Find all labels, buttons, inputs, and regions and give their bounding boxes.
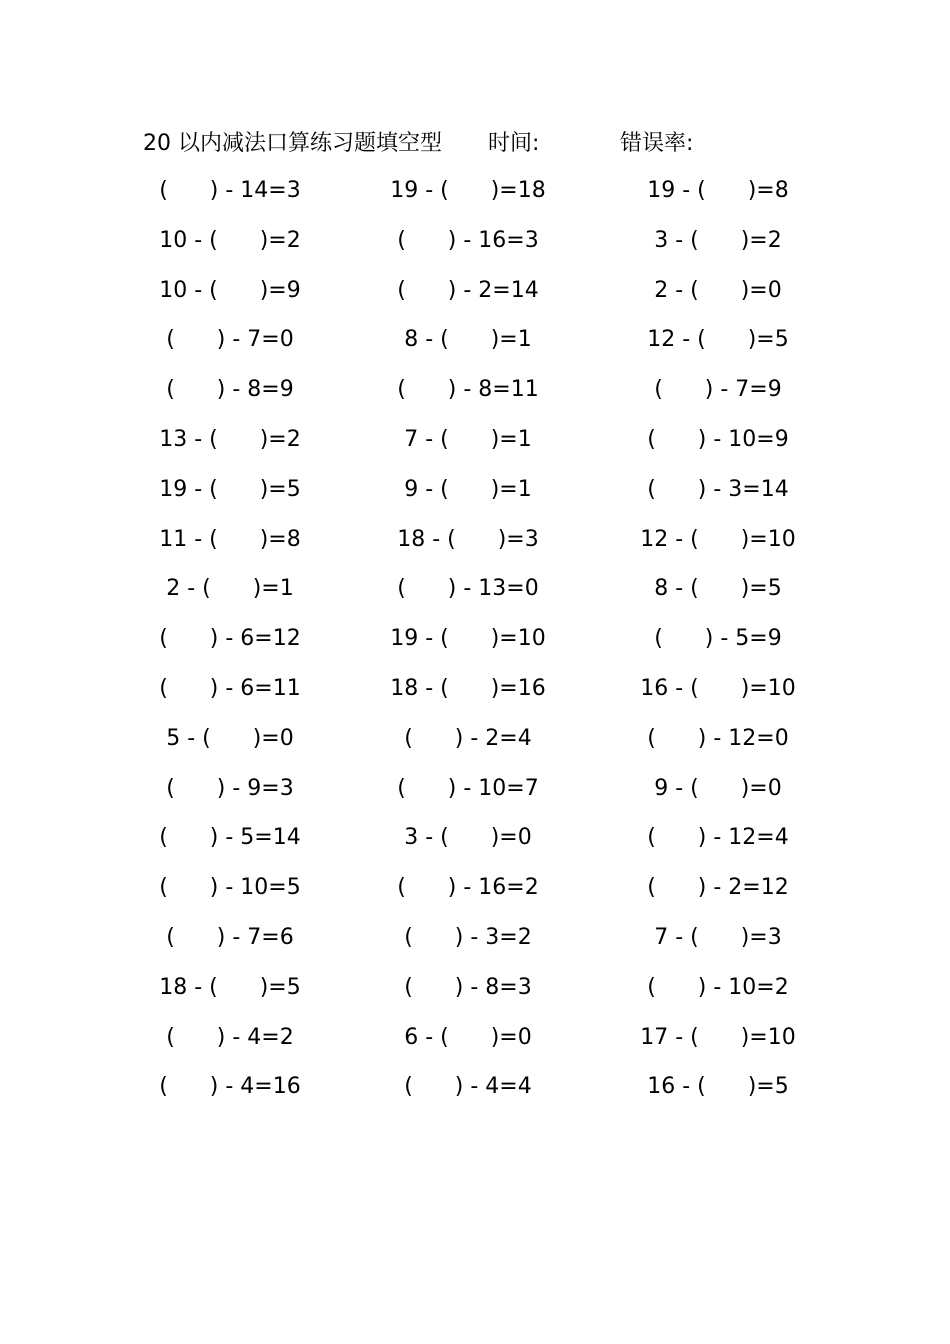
exercise-item: 5 - ( )=0 bbox=[166, 725, 294, 751]
exercise-row bbox=[0, 970, 950, 1020]
exercise-item: 12 - ( )=5 bbox=[647, 327, 789, 353]
exercise-item: ( ) - 10=2 bbox=[647, 974, 789, 1000]
exercise-item: 9 - ( )=0 bbox=[654, 775, 782, 801]
exercise-item: 2 - ( )=1 bbox=[166, 576, 294, 602]
exercise-item: 7 - ( )=3 bbox=[654, 924, 782, 950]
exercise-item: 16 - ( )=10 bbox=[640, 675, 796, 701]
exercise-item: 19 - ( )=10 bbox=[390, 626, 546, 652]
exercise-item: 11 - ( )=8 bbox=[159, 526, 301, 552]
exercise-item: ( ) - 4=2 bbox=[166, 1024, 294, 1050]
exercise-item: 17 - ( )=10 bbox=[640, 1024, 796, 1050]
exercise-item: ( ) - 13=0 bbox=[397, 576, 539, 602]
exercise-row bbox=[0, 372, 950, 422]
exercise-item: 6 - ( )=0 bbox=[404, 1024, 532, 1050]
exercise-item: 18 - ( )=16 bbox=[390, 675, 546, 701]
exercise-item: ( ) - 3=2 bbox=[404, 924, 532, 950]
exercise-item: ( ) - 5=14 bbox=[159, 825, 301, 851]
exercise-item: ( ) - 8=9 bbox=[166, 377, 294, 403]
exercise-row bbox=[0, 771, 950, 821]
exercise-item: ( ) - 2=14 bbox=[397, 277, 539, 303]
exercise-item: 12 - ( )=10 bbox=[640, 526, 796, 552]
exercise-row bbox=[0, 870, 950, 920]
exercise-row bbox=[0, 173, 950, 223]
exercise-row bbox=[0, 422, 950, 472]
exercise-row bbox=[0, 223, 950, 273]
exercise-item: ( ) - 4=4 bbox=[404, 1074, 532, 1100]
exercise-item: ( ) - 10=7 bbox=[397, 775, 539, 801]
exercise-item: 13 - ( )=2 bbox=[159, 426, 301, 452]
exercise-item: 8 - ( )=5 bbox=[654, 576, 782, 602]
exercise-row bbox=[0, 522, 950, 572]
exercise-item: ( ) - 12=4 bbox=[647, 825, 789, 851]
exercise-row bbox=[0, 1020, 950, 1070]
exercise-item: ( ) - 2=4 bbox=[404, 725, 532, 751]
exercise-item: 18 - ( )=3 bbox=[397, 526, 539, 552]
exercise-item: ( ) - 7=0 bbox=[166, 327, 294, 353]
exercise-row bbox=[0, 571, 950, 621]
exercise-item: ( ) - 4=16 bbox=[159, 1074, 301, 1100]
exercise-row bbox=[0, 322, 950, 372]
exercise-row bbox=[0, 621, 950, 671]
exercise-item: 19 - ( )=5 bbox=[159, 476, 301, 502]
exercise-item: ( ) - 16=2 bbox=[397, 875, 539, 901]
exercise-item: 2 - ( )=0 bbox=[654, 277, 782, 303]
exercise-item: ( ) - 7=6 bbox=[166, 924, 294, 950]
exercise-item: 3 - ( )=0 bbox=[404, 825, 532, 851]
exercise-item: 7 - ( )=1 bbox=[404, 426, 532, 452]
exercise-item: 10 - ( )=2 bbox=[159, 227, 301, 253]
exercise-item: ( ) - 2=12 bbox=[647, 875, 789, 901]
exercise-row bbox=[0, 920, 950, 970]
exercise-item: ( ) - 8=11 bbox=[397, 377, 539, 403]
exercise-item: ( ) - 5=9 bbox=[654, 626, 782, 652]
exercise-row bbox=[0, 820, 950, 870]
exercise-row bbox=[0, 721, 950, 771]
exercise-item: 19 - ( )=8 bbox=[647, 178, 789, 203]
exercise-item: 8 - ( )=1 bbox=[404, 327, 532, 353]
exercise-item: 19 - ( )=18 bbox=[390, 178, 546, 203]
exercise-row bbox=[0, 1069, 950, 1119]
exercise-item: ( ) - 6=12 bbox=[159, 626, 301, 652]
exercise-row bbox=[0, 273, 950, 323]
error-rate-label: 错误率: bbox=[620, 131, 694, 156]
exercise-item: 18 - ( )=5 bbox=[159, 974, 301, 1000]
exercise-item: ( ) - 10=5 bbox=[159, 875, 301, 901]
exercise-row bbox=[0, 472, 950, 522]
exercise-row bbox=[0, 671, 950, 721]
exercise-item: 9 - ( )=1 bbox=[404, 476, 532, 502]
worksheet-header bbox=[0, 126, 950, 160]
exercise-item: ( ) - 7=9 bbox=[654, 377, 782, 403]
worksheet-title: 20 以内减法口算练习题填空型 bbox=[143, 131, 442, 156]
time-label: 时间: bbox=[488, 131, 540, 156]
exercise-item: ( ) - 16=3 bbox=[397, 227, 539, 253]
exercise-item: ( ) - 9=3 bbox=[166, 775, 294, 801]
exercise-item: ( ) - 12=0 bbox=[647, 725, 789, 751]
exercise-item: 16 - ( )=5 bbox=[647, 1074, 789, 1100]
exercise-item: ( ) - 3=14 bbox=[647, 476, 789, 502]
exercise-item: 3 - ( )=2 bbox=[654, 227, 782, 253]
exercise-item: ( ) - 8=3 bbox=[404, 974, 532, 1000]
exercise-grid bbox=[0, 173, 950, 1119]
exercise-item: ( ) - 6=11 bbox=[159, 675, 301, 701]
exercise-item: 10 - ( )=9 bbox=[159, 277, 301, 303]
exercise-item: ( ) - 10=9 bbox=[647, 426, 789, 452]
exercise-item: ( ) - 14=3 bbox=[159, 178, 301, 203]
